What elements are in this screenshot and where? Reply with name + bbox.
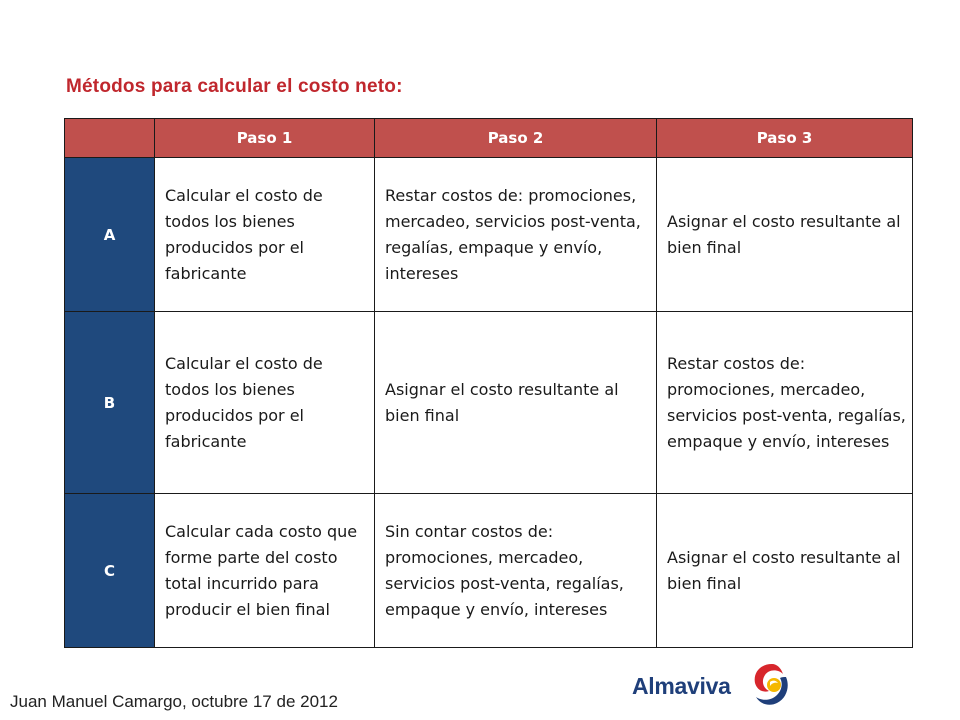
table-header-row (65, 119, 913, 158)
logo-text: Almaviva (632, 673, 731, 699)
cell-b-paso-1: Calcular el costo de todos los bienes producidos por el fabricante (155, 312, 375, 494)
table-header-paso-1: Paso 1 (155, 119, 375, 158)
cell-c-paso-2: Sin contar costos de: promociones, mercadeo, servicios post-venta, regalías, empaque y envío, intereses (375, 494, 657, 648)
cell-b-paso-2: Asignar el costo resultante al bien final (375, 312, 657, 494)
cell-c-paso-1: Calcular cada costo que forme parte del costo total incurrido para producir el bien final (155, 494, 375, 648)
table-row-c (65, 494, 913, 648)
almaviva-logo (632, 660, 792, 712)
footer-author-date: Juan Manuel Camargo, octubre 17 de 2012 (10, 692, 338, 711)
cell-a-paso-1: Calcular el costo de todos los bienes producidos por el fabricante (155, 158, 375, 312)
table-header-corner (65, 119, 155, 158)
row-label-a: A (65, 158, 155, 312)
almaviva-logo-icon (750, 660, 794, 710)
methods-table (64, 118, 913, 648)
cell-a-paso-3: Asignar el costo resultante al bien final (657, 158, 913, 312)
row-label-b: B (65, 312, 155, 494)
table-row-a (65, 158, 913, 312)
row-label-c: C (65, 494, 155, 648)
table-row-b (65, 312, 913, 494)
cell-a-paso-2: Restar costos de: promociones, mercadeo, servicios post-venta, regalías, empaque y envío, intereses (375, 158, 657, 312)
cell-b-paso-3: Restar costos de: promociones, mercadeo, servicios post-venta, regalías, empaque y envío, intereses (657, 312, 913, 494)
cell-c-paso-3: Asignar el costo resultante al bien final (657, 494, 913, 648)
table-header-paso-3: Paso 3 (657, 119, 913, 158)
page-title: Métodos para calcular el costo neto: (66, 76, 403, 97)
table-header-paso-2: Paso 2 (375, 119, 657, 158)
